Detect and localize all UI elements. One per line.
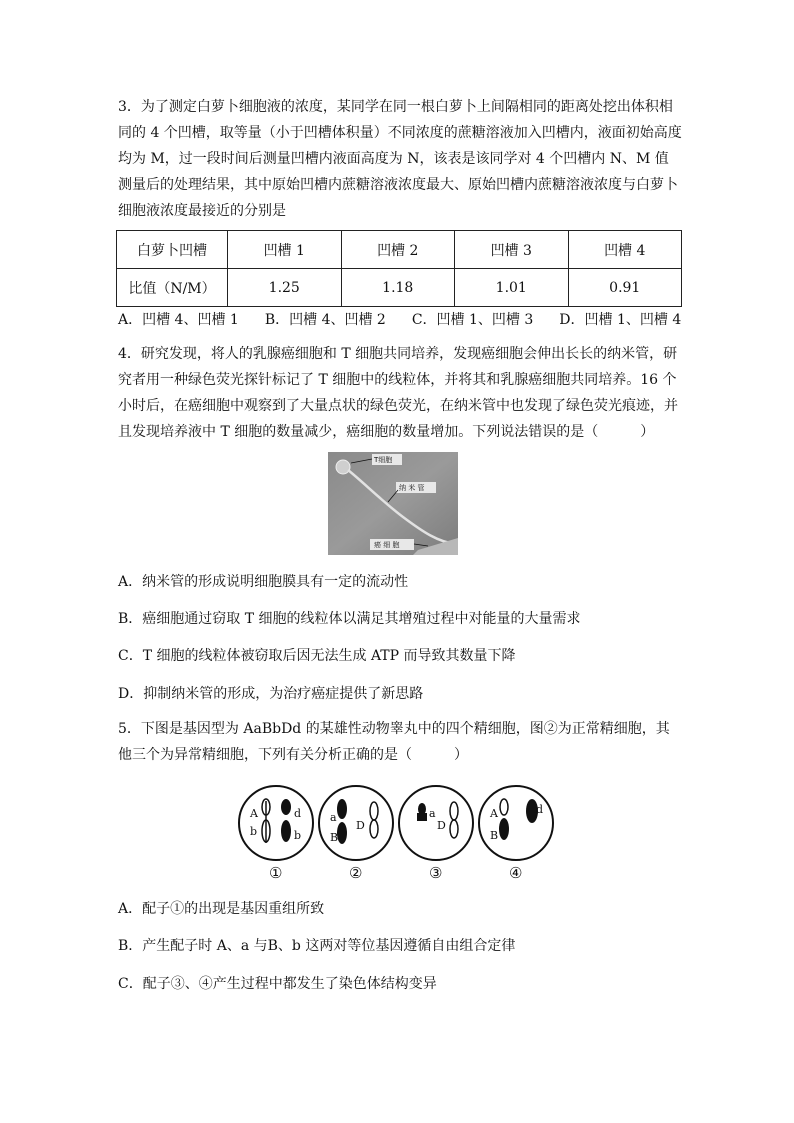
- q5-option-a[interactable]: A．配子①的出现是基因重组所致: [118, 901, 325, 917]
- sperm-cells-figure: [236, 783, 560, 883]
- svg-text:b: b: [250, 825, 258, 838]
- svg-text:d: d: [536, 803, 544, 816]
- cell-number-1: ①: [269, 864, 283, 882]
- table-cell: 1.25: [228, 269, 342, 307]
- cell-2: [319, 786, 393, 882]
- svg-text:d: d: [294, 807, 302, 820]
- table-cell: 比值（N/M）: [117, 269, 228, 307]
- cell-3: [399, 786, 473, 882]
- t-cell-label: T细胞: [374, 456, 393, 464]
- q5-option-b[interactable]: B．产生配子时 A、a 与B、b 这两对等位基因遵循自由组合定律: [118, 938, 516, 954]
- ratio-table: [116, 230, 682, 307]
- table-header-cell: 凹槽 3: [455, 231, 569, 269]
- q4-option-c[interactable]: C．T 细胞的线粒体被窃取后因无法生成 ATP 而导致其数量下降: [118, 648, 516, 664]
- cell-number-3: ③: [429, 864, 443, 882]
- svg-text:a: a: [429, 807, 436, 820]
- nanotube-label: 纳 米 管: [399, 484, 425, 492]
- table-header-cell: 凹槽 4: [568, 231, 682, 269]
- table-row: [117, 269, 682, 307]
- svg-text:D: D: [356, 819, 365, 832]
- table-cell: 1.18: [341, 269, 455, 307]
- nanotube-micrograph: [328, 452, 458, 555]
- q4-option-d[interactable]: D．抑制纳米管的形成，为治疗癌症提供了新思路: [118, 686, 424, 702]
- q3-option-a[interactable]: A．凹槽 4、凹槽 1: [118, 312, 239, 328]
- svg-text:D: D: [437, 819, 446, 832]
- svg-text:A: A: [490, 807, 498, 820]
- q3-stem: 3．为了测定白萝卜细胞液的浓度，某同学在同一根白萝卜上间隔相同的距离处挖出体积相同的 4 个凹槽，取等量（小于凹槽体积量）不同浓度的蔗糖溶液加入凹槽内，液面初始高度均为 M，过一段时间后测量凹槽内液面高度为 N，该表是该同学对 4 个凹槽内 N、M 值测量后的处理结果，其中原始凹槽内蔗糖溶液浓度最大、原始凹槽内蔗糖溶液浓度与白萝卜细胞液浓度最接近的分别是: [118, 99, 682, 219]
- svg-text:B: B: [330, 831, 339, 844]
- q3-options: [118, 309, 688, 329]
- cell-number-2: ②: [349, 864, 363, 882]
- t-cell-body: [336, 460, 350, 474]
- svg-text:b: b: [294, 829, 302, 842]
- q5-option-c[interactable]: C．配子③、④产生过程中都发生了染色体结构变异: [118, 976, 437, 992]
- cell-1: [239, 786, 313, 882]
- q4-stem: 4．研究发现，将人的乳腺癌细胞和 T 细胞共同培养，发现癌细胞会伸出长长的纳米管，研究者用一种绿色荧光探针标记了 T 细胞中的线粒体，并将其和乳腺癌细胞共同培养。16 个小时后，在癌细胞中观察到了大量点状的绿色荧光，在纳米管中也发现了绿色荧光痕迹，并且发现培养液中 T 细胞的数量减少，癌细胞的数量增加。下列说法错误的是（ ）: [118, 346, 678, 440]
- q3-option-b[interactable]: B．凹槽 4、凹槽 2: [264, 312, 386, 328]
- table-cell: 1.01: [455, 269, 569, 307]
- q5-stem: 5．下图是基因型为 AaBbDd 的某雄性动物睾丸中的四个精细胞，图②为正常精细胞，其他三个为异常精细胞，下列有关分析正确的是（ ）: [118, 721, 670, 763]
- q3-option-c[interactable]: C．凹槽 1、凹槽 3: [411, 312, 534, 328]
- table-header-cell: 凹槽 1: [228, 231, 342, 269]
- table-header-cell: 凹槽 2: [341, 231, 455, 269]
- q4-option-b[interactable]: B．癌细胞通过窃取 T 细胞的线粒体以满足其增殖过程中对能量的大量需求: [118, 611, 581, 627]
- table-cell: 0.91: [568, 269, 682, 307]
- table-header-cell: 白萝卜凹槽: [117, 231, 228, 269]
- table-header-row: [117, 231, 682, 269]
- cell-4: [479, 786, 553, 882]
- q3-option-d[interactable]: D．凹槽 1、凹槽 4: [559, 312, 682, 328]
- cancer-cell-label: 癌 细 胞: [374, 541, 400, 549]
- cell-number-4: ④: [509, 864, 523, 882]
- svg-text:A: A: [250, 807, 258, 820]
- svg-text:B: B: [490, 829, 499, 842]
- q4-option-a[interactable]: A．纳米管的形成说明细胞膜具有一定的流动性: [118, 574, 409, 590]
- svg-text:a: a: [330, 811, 337, 824]
